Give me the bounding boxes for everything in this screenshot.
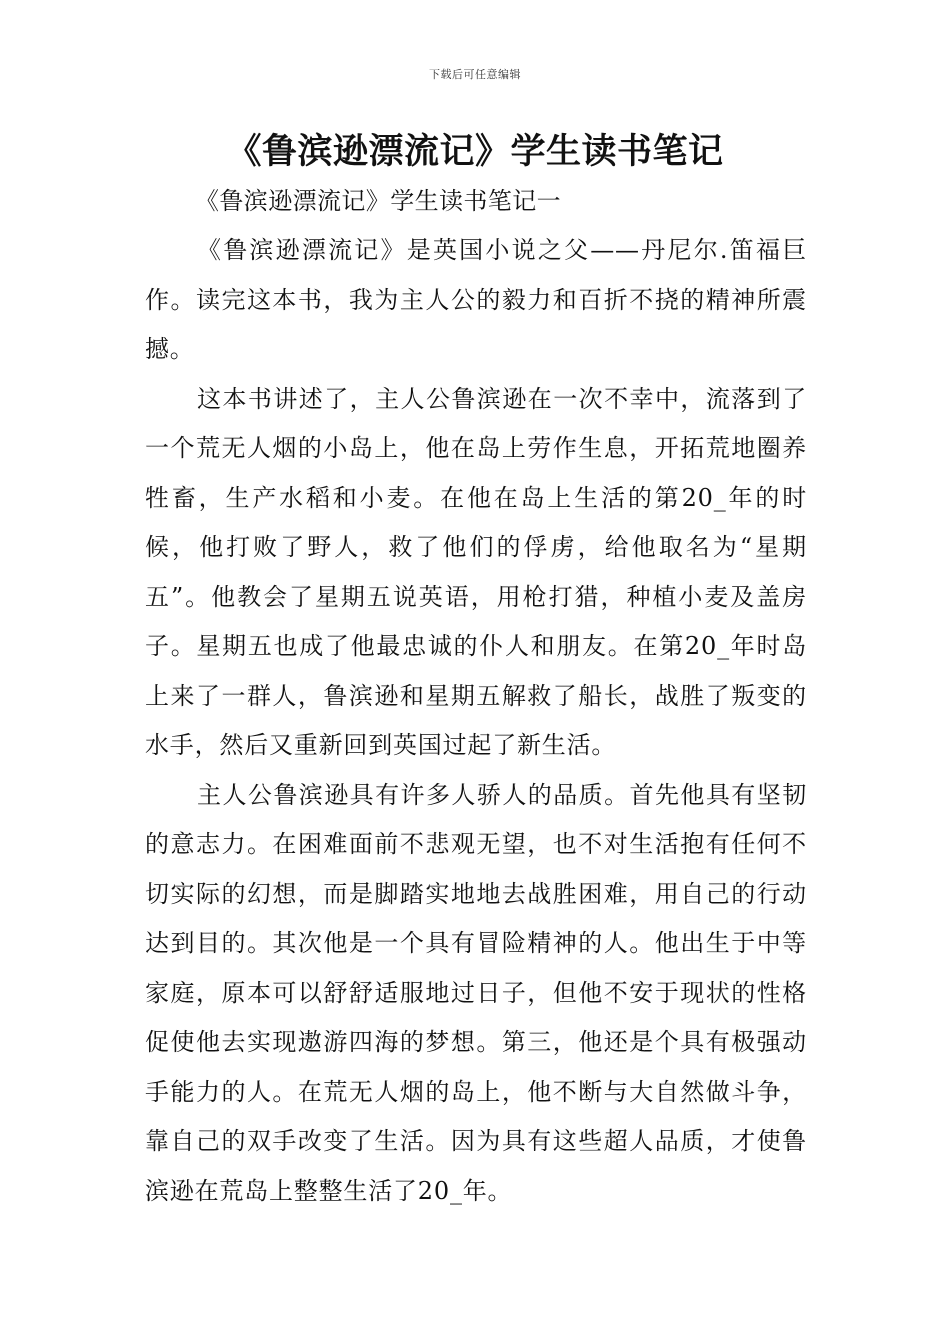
document-body <box>145 176 807 1216</box>
header-note: 下载后可任意编辑 <box>429 68 521 81</box>
page-title: 《鲁滨逊漂流记》学生读书笔记 <box>226 132 724 172</box>
section-subtitle: 《鲁滨逊漂流记》学生读书笔记一 <box>195 187 561 215</box>
paragraph-1: 《鲁滨逊漂流记》是英国小说之父——丹尼尔.笛福巨作。读完这本书，我为主人公的毅力和百折不挠的精神所震撼。 <box>145 236 807 363</box>
paragraph-2: 这本书讲述了，主人公鲁滨逊在一次不幸中，流落到了一个荒无人烟的小岛上，他在岛上劳作生息，开拓荒地圈养牲畜，生产水稻和小麦。在他在岛上生活的第20_年的时候，他打败了野人，救了他们的俘虏，给他取名为“星期五”。他教会了星期五说英语，用枪打猎，种植小麦及盖房子。星期五也成了他最忠诚的仆人和朋友。在第20_年时岛上来了一群人，鲁滨逊和星期五解救了船长，战胜了叛变的水手，然后又重新回到英国过起了新生活。 <box>145 384 807 759</box>
paragraph-3: 主人公鲁滨逊具有许多人骄人的品质。首先他具有坚韧的意志力。在困难面前不悲观无望，也不对生活抱有任何不切实际的幻想，而是脚踏实地地去战胜困难，用自己的行动达到目的。其次他是一个具有冒险精神的人。他出生于中等家庭，原本可以舒舒适服地过日子，但他不安于现状的性格促使他去实现遨游四海的梦想。第三，他还是个具有极强动手能力的人。在荒无人烟的岛上，他不断与大自然做斗争，靠自己的双手改变了生活。因为具有这些超人品质，才使鲁滨逊在荒岛上整整生活了20_年。 <box>145 780 807 1205</box>
